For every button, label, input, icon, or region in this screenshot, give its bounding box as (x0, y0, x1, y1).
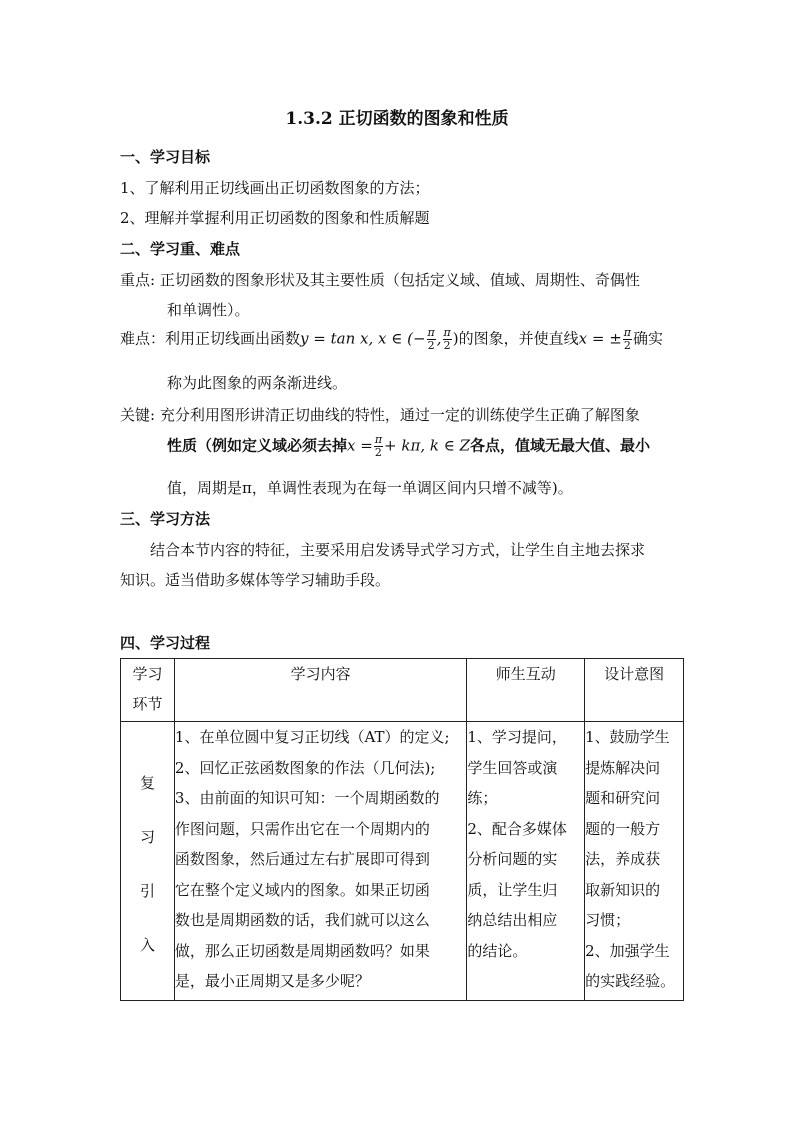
learning-process-table (120, 658, 684, 1001)
difficulty-line-2: 称为此图象的两条渐进线。 (167, 374, 348, 392)
section-heading-key-points: 二、学习重、难点 (120, 240, 241, 258)
section-heading-methods: 三、学习方法 (120, 510, 211, 528)
section-heading-process: 四、学习过程 (120, 634, 211, 652)
page-title: 1.3.2 正切函数的图象和性质 (285, 109, 509, 129)
key-text-bold-post: 各点，值域无最大值、最小 (470, 436, 651, 455)
methods-line-1: 结合本节内容的特征，主要采用启发诱导式学习方式，让学生自主地去探求 (150, 541, 646, 559)
difficulty-text-pre: 利用正切线画出函数 (165, 329, 301, 348)
table-header-row (121, 659, 684, 722)
fraction-pi-over-2-b: $\frac{\pi}{2}$ (443, 326, 451, 352)
header-interaction: 师生互动 (467, 659, 585, 722)
key-line-1 (120, 404, 640, 425)
interaction-cell: 1、学习提问， 学生回答或演 练； 2、配合多媒体 分析问题的实 质，让学生归 纳总结出相应 的结论。 (467, 722, 585, 1001)
key-line-3: 值，周期是π，单调性表现为在每一单调区间内只增不减等)。 (167, 479, 573, 497)
fraction-pi-over-2-c: $\frac{\pi}{2}$ (623, 326, 632, 352)
goal-item-1: 1、了解利用正切线画出正切函数图象的方法； (120, 179, 430, 197)
stage-cell: 复 习 引 入 (121, 722, 175, 1001)
key-point-text: 正切函数的图象形状及其主要性质（包括定义域、值域、周期性、奇偶性 (159, 271, 640, 289)
content-cell: 1、在单位圆中复习正切线（AT）的定义; 2、回忆正弦函数图象的作法（几何法); 3、由前面的知识可知：一个周期函数的 作图问题，只需作出它在一个周期内的 函数图象，然后通过左右扩展即可得到 它在整个定义域内的图象。如果正切函 数也是周期函数的话，我们就可以这么 做，那么正切函数是周期函数吗？如果 是，最小正周期又是多少呢？ (174, 722, 466, 1001)
key-point-label: 重点: (120, 271, 156, 289)
intent-cell: 1、鼓励学生 提炼解决问 题和研究问 题的一般方 法，养成获 取新知识的 习惯； 2、加强学生 的实践经验。 (585, 722, 684, 1001)
goal-item-2: 2、理解并掌握利用正切函数的图象和性质解题 (120, 209, 430, 227)
difficulty-text-mid: 的图象，并使直线 (458, 329, 579, 348)
key-point-line-1 (120, 269, 640, 290)
fraction-pi-over-2-a: $\frac{\pi}{2}$ (427, 326, 435, 352)
function-expression: y = tan x, x ∈ (− (300, 329, 426, 348)
header-intent: 设计意图 (585, 659, 684, 722)
asymptote-expression: x = ± (578, 329, 622, 348)
key-label: 关键: (120, 406, 156, 424)
difficulty-label: 难点： (120, 329, 166, 348)
key-text-bold-pre: 性质（例如定义域必须去掉 (167, 436, 348, 455)
header-stage: 学习 环节 (121, 659, 175, 722)
section-heading-goals: 一、学习目标 (120, 148, 211, 166)
excluded-points-expression: + kπ, k ∈ Z (384, 436, 471, 455)
table-row (121, 722, 684, 1001)
difficulty-line-1: 难点：利用正切线画出函数y = tan x, x ∈ (− $\frac{\pi}{2}$ , $\frac{\pi}{2}$ )的图象，并使直线x = ± $\frac{\pi}{2}$ 确实 (120, 326, 664, 352)
key-line-2: 性质（例如定义域必须去掉x = $\frac{\pi}{2}$ + kπ, k ∈ Z各点，值域无最大值、最小 (167, 433, 651, 459)
header-content: 学习内容 (174, 659, 466, 722)
fraction-pi-over-2-d: $\frac{\pi}{2}$ (374, 433, 383, 459)
key-point-line-2: 和单调性）。 (167, 301, 250, 319)
key-text-1: 充分利用图形讲清正切曲线的特性，通过一定的训练使学生正确了解图象 (159, 406, 640, 424)
difficulty-text-end: 确实 (633, 329, 664, 348)
methods-line-2: 知识。适当借助多媒体等学习辅助手段。 (120, 571, 391, 589)
